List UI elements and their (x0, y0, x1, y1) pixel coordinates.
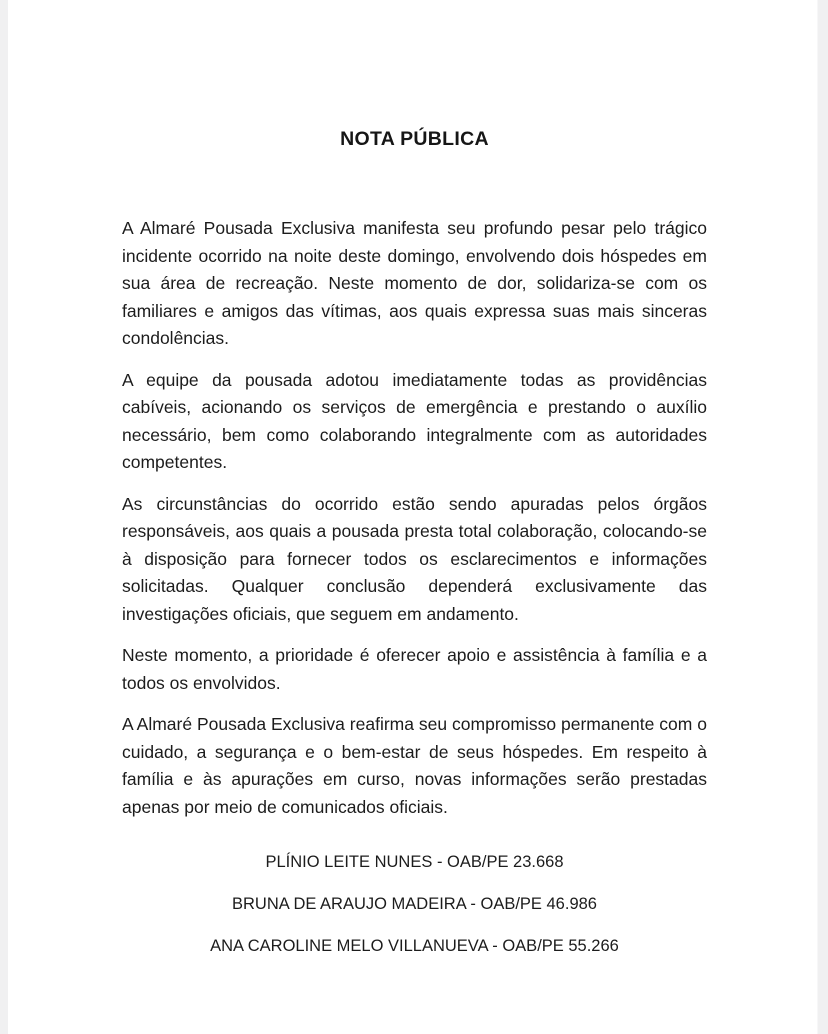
paragraph-investigation: As circunstâncias do ocorrido estão sendo apuradas pelos órgãos responsáveis, aos quais a pousada presta total colaboração, colocando-se à disposição para fornecer todos os esclarecimentos e informações solicitadas. Qualquer conclusão dependerá exclusivamente das investigações oficiais, que seguem em andamento. (122, 493, 707, 624)
paragraph-immediate-measures: A equipe da pousada adotou imediatamente todas as providências cabíveis, acionando os serviços de emergência e prestando o auxílio necessário, bem como colaborando integralmente com as autoridades competentes. (122, 369, 707, 472)
page-right-edge (817, 0, 828, 1034)
page-left-edge (0, 0, 8, 1034)
paragraph-condolences: A Almaré Pousada Exclusiva manifesta seu profundo pesar pelo trágico incidente ocorrido na noite deste domingo, envolvendo dois hóspedes em sua área de recreação. Neste momento de dor, solidariza-se com os familiares e amigos das vítimas, aos quais expressa suas mais sinceras condolências. (122, 218, 707, 348)
signature-line: BRUNA DE ARAUJO MADEIRA - OAB/PE 46.986 (232, 895, 597, 913)
paragraph-commitment: A Almaré Pousada Exclusiva reafirma seu compromisso permanente com o cuidado, a segurança e o bem-estar de seus hóspedes. Em respeito à família e às apurações em curso, novas informações serão prestadas apenas por meio de comunicados oficiais. (122, 714, 707, 817)
document-page (122, 0, 707, 980)
signature-block (122, 854, 707, 955)
document-title: NOTA PÚBLICA (340, 128, 489, 150)
signature-line: PLÍNIO LEITE NUNES - OAB/PE 23.668 (265, 853, 564, 871)
signature-line: ANA CAROLINE MELO VILLANUEVA - OAB/PE 55.266 (210, 937, 619, 955)
paragraph-priority: Neste momento, a prioridade é oferecer apoio e assistência à família e a todos os envolvidos. (122, 645, 707, 693)
